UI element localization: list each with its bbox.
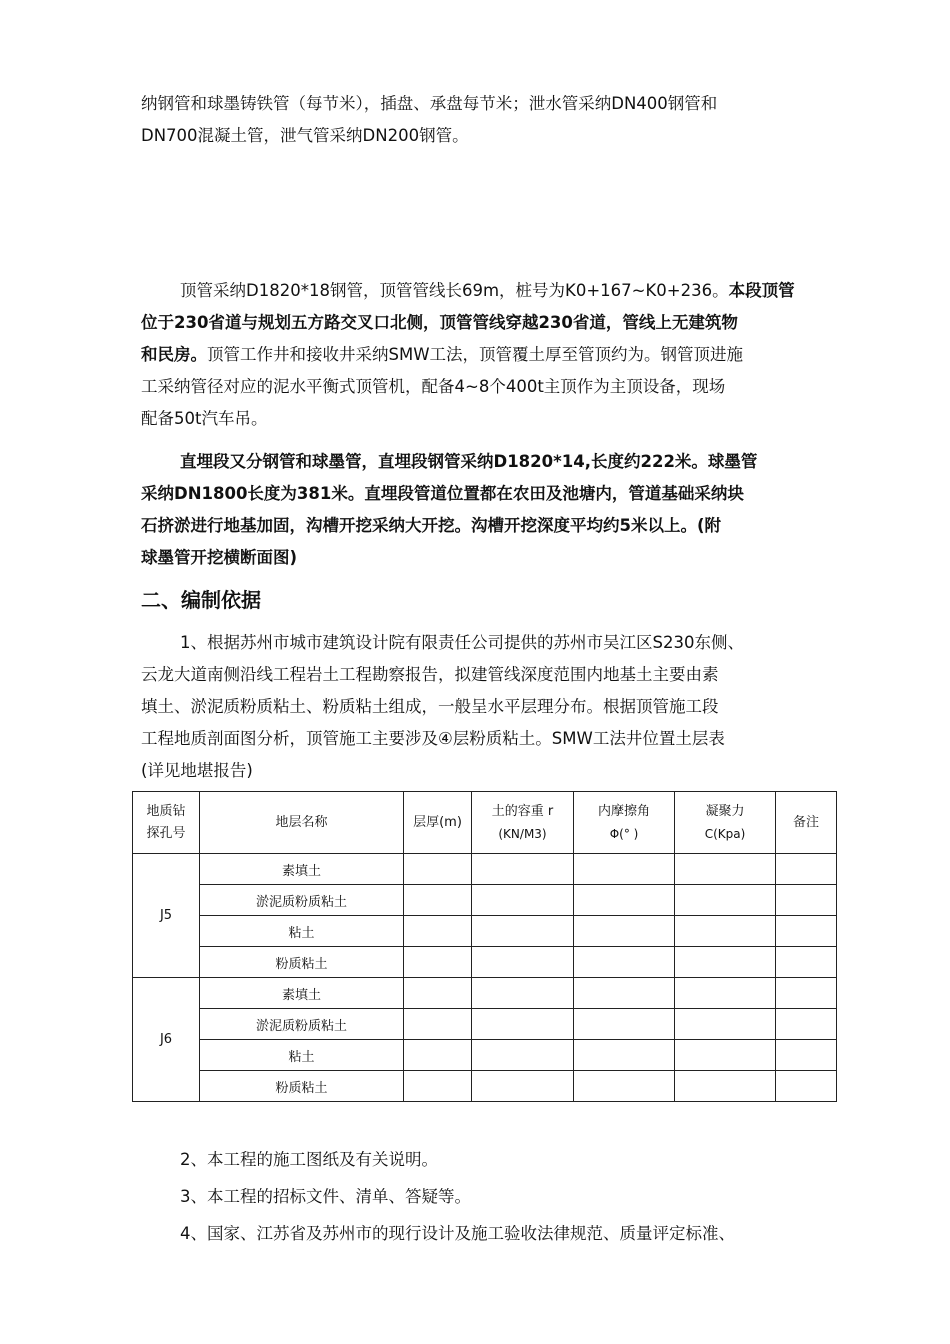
paragraph-line: 采纳DN1800长度为381米。直埋段管道位置都在农田及池塘内，管道基础采纳块 [141, 484, 744, 503]
paragraph-line: 配备50t汽车吊。 [141, 409, 268, 428]
borehole-id: J6 [133, 978, 200, 1102]
list-item: 2、本工程的施工图纸及有关说明。 [180, 1150, 438, 1169]
paragraph-line [141, 339, 831, 371]
paragraph-line: 填土、淤泥质粉质粘土、粉质粘土组成，一般呈水平层理分布。根据顶管施工段 [141, 697, 719, 716]
paragraph-line: 1、根据苏州市城市建筑设计院有限责任公司提供的苏州市吴江区S230东侧、 [180, 633, 744, 652]
normal-text: 顶管工作井和接收井采纳SMW工法，顶管覆土厚至管顶约为。钢管顶进施 [207, 345, 744, 364]
paragraph-line [180, 275, 870, 307]
borehole-id: J5 [133, 854, 200, 978]
bold-text: 和民房。 [141, 345, 207, 364]
table-row [133, 854, 837, 885]
table-row [133, 947, 837, 978]
header-friction: 内摩擦角 Φ(° ) [574, 792, 675, 854]
paragraph-line: 纳钢管和球墨铸铁管（每节米），插盘、承盘每节米；泄水管采纳DN400钢管和 [141, 94, 718, 113]
layer-name: 淤泥质粉质粘土 [200, 1009, 404, 1040]
bold-text: 本段顶管 [728, 281, 795, 300]
paragraph-line: 直埋段又分钢管和球墨管，直埋段钢管采纳D1820*14,长度约222米。球墨管 [180, 452, 758, 471]
header-density: 土的容重 r (KN/M3) [472, 792, 574, 854]
table-row [133, 1009, 837, 1040]
header-thickness: 层厚(m) [404, 792, 472, 854]
section-heading: 二、编制依据 [141, 588, 261, 612]
layer-name: 粉质粘土 [200, 1071, 404, 1102]
header-cohesion: 凝聚力 C(Kpa) [675, 792, 776, 854]
table-row [133, 978, 837, 1009]
header-remark: 备注 [776, 792, 837, 854]
table-header-row [133, 792, 837, 854]
layer-name: 素填土 [200, 978, 404, 1009]
list-item: 3、本工程的招标文件、清单、答疑等。 [180, 1187, 471, 1206]
layer-name: 粉质粘土 [200, 947, 404, 978]
table-row [133, 1040, 837, 1071]
header-borehole: 地质钻 探孔号 [133, 792, 200, 854]
paragraph-line: (详见地堪报告) [141, 761, 253, 780]
paragraph-line: 工程地质剖面图分析，顶管施工主要涉及④层粉质粘土。SMW工法井位置土层表 [141, 729, 725, 748]
paragraph-line: DN700混凝土管，泄气管采纳DN200钢管。 [141, 126, 469, 145]
table-row [133, 916, 837, 947]
paragraph-line: 云龙大道南侧沿线工程岩土工程勘察报告，拟建管线深度范围内地基土主要由素 [141, 665, 719, 684]
paragraph-line: 石挤淤进行地基加固，沟槽开挖采纳大开挖。沟槽开挖深度平均约5米以上。(附 [141, 516, 722, 535]
table-row [133, 1071, 837, 1102]
layer-name: 粘土 [200, 1040, 404, 1071]
list-item: 4、国家、江苏省及苏州市的现行设计及施工验收法律规范、质量评定标准、 [180, 1224, 735, 1243]
normal-text: 顶管采纳D1820*18钢管，顶管管线长69m，桩号为K0+167~K0+236。 [180, 281, 729, 300]
soil-layer-table [132, 791, 837, 1102]
table-row [133, 885, 837, 916]
header-layer-name: 地层名称 [200, 792, 404, 854]
layer-name: 淤泥质粉质粘土 [200, 885, 404, 916]
paragraph-line: 工采纳管径对应的泥水平衡式顶管机，配备4~8个400t主顶作为主顶设备，现场 [141, 377, 726, 396]
layer-name: 素填土 [200, 854, 404, 885]
paragraph-line: 球墨管开挖横断面图) [141, 548, 298, 567]
paragraph-line: 位于230省道与规划五方路交叉口北侧，顶管管线穿越230省道，管线上无建筑物 [141, 313, 738, 332]
layer-name: 粘土 [200, 916, 404, 947]
